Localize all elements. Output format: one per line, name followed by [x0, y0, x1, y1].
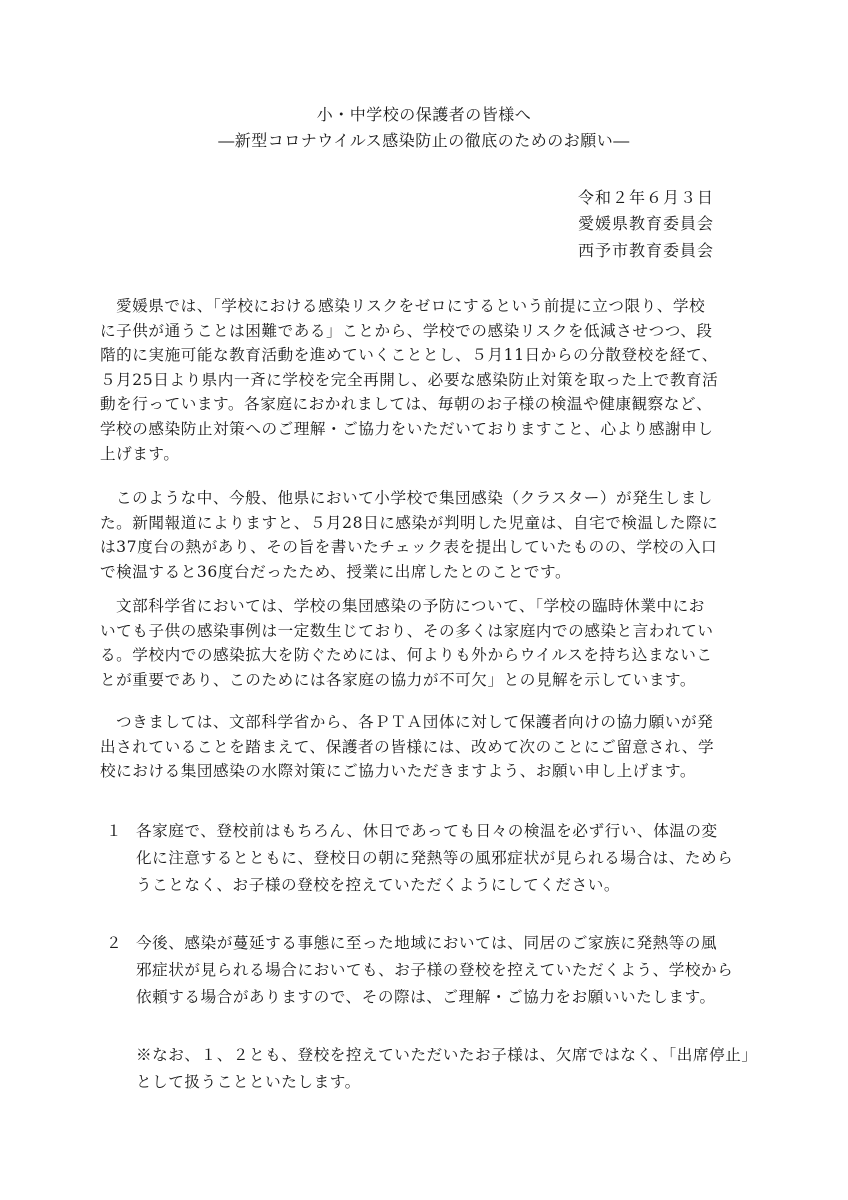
item-line: うことなく、お子様の登校を控えていただくようにしてください。 [136, 876, 621, 894]
paragraph-line: 文部科学省においては、学校の集団感染の予防について、「学校の臨時休業中にお [116, 597, 705, 615]
item-text [136, 818, 818, 899]
issue-date: 令和２年６月３日 [578, 188, 715, 207]
paragraph-line: このような中、今般、他県において小学校で集団感染（クラスター）が発生しまし [116, 489, 713, 507]
issuer-city-board: 西予市教育委員会 [578, 241, 715, 260]
item-text [136, 930, 818, 1011]
paragraph-line: ５月25日より県内一斉に学校を完全再開し、必要な感染防止対策を取った上で教育活 [100, 370, 719, 389]
paragraph-line: る。学校内での感染拡大を防ぐためには、何よりも外からウイルスを持ち込まないこ [100, 646, 713, 665]
paragraph-line: に子供が通うことは困難である」ことから、学校での感染リスクを低減させつつ、段 [100, 321, 713, 340]
item-number: １ [106, 822, 123, 840]
item-line: 各家庭で、登校前はもちろん、休日であっても日々の検温を必ず行い、体温の変 [136, 822, 718, 840]
paragraph-line: 上げます。 [100, 444, 180, 463]
note [136, 1042, 826, 1096]
issuer-prefecture-board: 愛媛県教育委員会 [578, 214, 715, 233]
request-item-1 [106, 818, 818, 899]
paragraph-3 [100, 594, 816, 692]
item-line: 化に注意するとともに、登校日の朝に発熱等の風邪症状が見られる場合は、ためら [136, 849, 734, 867]
paragraph-line: 学校の感染防止対策へのご理解・ご協力をいただいておりますこと、心より感謝申し [100, 419, 714, 438]
paragraph-2 [100, 486, 816, 584]
paragraph-line: 動を行っています。各家庭におかれましては、毎朝のお子様の検温や健康観察など、 [100, 395, 713, 414]
item-line: 今後、感染が蔓延する事態に至った地域においては、同居のご家族に発熱等の風 [136, 934, 718, 952]
paragraph-line: 愛媛県では、「学校における感染リスクをゼロにするという前提に立つ限り、学校 [116, 297, 706, 315]
paragraph-line: 校における集団感染の水際対策にご協力いただきますよう、お願い申し上げます。 [100, 762, 697, 781]
item-number: ２ [106, 934, 123, 952]
request-item-2 [106, 930, 818, 1011]
note-line: として扱うことといたします。 [136, 1073, 361, 1091]
paragraph-line: は37度台の熱があり、その旨を書いたチェック表を提出していたものの、学校の入口 [100, 538, 718, 557]
paragraph-line: 階的に実施可能な教育活動を進めていくこととし、５月11日からの分散登校を経て、 [100, 346, 718, 365]
paragraph-1 [100, 294, 816, 466]
paragraph-line: た。新聞報道によりますと、５月28日に感染が判明した児童は、自宅で検温した際に [100, 513, 719, 532]
document-title: 小・中学校の保護者の皆様へ [316, 105, 532, 124]
item-line: 依頼する場合がありますので、その際は、ご理解・ご協力をお願いいたします。 [136, 988, 716, 1006]
paragraph-line: とが重要であり、このためには各家庭の協力が不可欠」との見解を示しています。 [100, 670, 697, 689]
paragraph-line: 出されていることを踏まえて、保護者の皆様には、改めて次のことにご留意され、学 [100, 737, 715, 756]
paragraph-line: で検温すると36度台だったため、授業に出席したとのことです。 [100, 562, 572, 581]
note-line: ※なお、１、２とも、登校を控えていただいたお子様は、欠席ではなく、「出席停止」 [136, 1046, 758, 1064]
document-subtitle: ―新型コロナウイルス感染防止の徹底のためのお願い― [218, 131, 630, 150]
item-line: 邪症状が見られる場合においても、お子様の登校を控えていただくよう、学校から [136, 961, 734, 979]
paragraph-4 [100, 710, 816, 784]
paragraph-line: いても子供の感染事例は一定数生じており、その多くは家庭内での感染と言われてい [100, 621, 714, 640]
paragraph-line: つきましては、文部科学省から、各ＰＴＡ団体に対して保護者向けの協力願いが発 [116, 713, 714, 731]
